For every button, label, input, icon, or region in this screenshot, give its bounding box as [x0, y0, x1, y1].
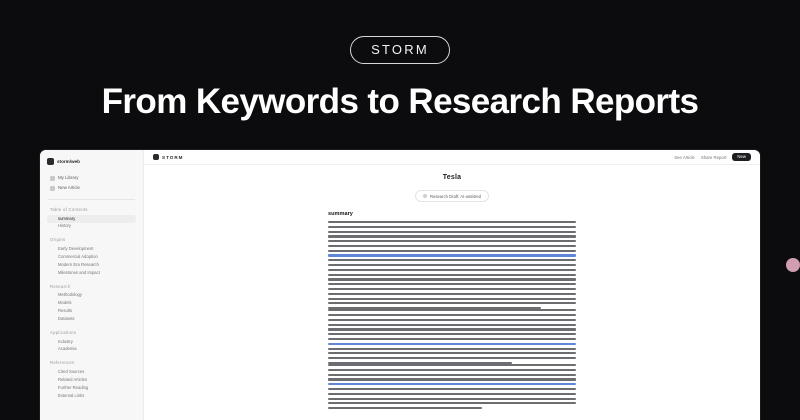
sidebar-item-summary[interactable]: summary	[47, 215, 136, 223]
sidebar-item-modern-era-research[interactable]: Modern Era Research	[58, 261, 99, 267]
plus-icon	[50, 186, 55, 191]
sidebar-item-label: New Article	[58, 184, 80, 190]
accent-dot	[786, 258, 800, 272]
sidebar-section-toc: Table of Contents	[50, 206, 88, 212]
sidebar-item-industry[interactable]: Industry	[58, 338, 73, 344]
sidebar-item-milestones-and-impact[interactable]: Milestones and Impact	[58, 269, 100, 275]
main-content	[144, 150, 760, 420]
sidebar-item-cited-sources[interactable]: Cited Sources	[58, 369, 85, 375]
sidebar-item-label: My Library	[58, 175, 79, 181]
topbar-brand[interactable]	[153, 154, 184, 160]
sidebar-item-early-development[interactable]: Early Development	[58, 246, 94, 252]
sidebar-item-commercial-adoption[interactable]: Commercial Adoption	[58, 253, 98, 259]
sidebar-item-datasets[interactable]: Datasets	[58, 315, 75, 321]
article-body	[328, 211, 576, 409]
research-draft-badge[interactable]	[415, 190, 489, 202]
sidebar-item-results[interactable]: Results	[58, 307, 72, 313]
status-badge-label: Research Draft: AI-assisted	[430, 193, 481, 199]
sidebar-item-models[interactable]: Models	[58, 300, 72, 306]
sidebar-item-external-links[interactable]: External Links	[58, 392, 85, 398]
sidebar-item-related-articles[interactable]: Related Articles	[58, 376, 88, 382]
book-icon	[50, 176, 55, 181]
sidebar-section-references: References	[50, 360, 75, 366]
sidebar-item-academia[interactable]: Academia	[58, 346, 77, 352]
paragraph-2	[328, 309, 576, 364]
document-title: Tesla	[442, 174, 462, 181]
sparkle-icon	[423, 194, 427, 198]
app-window	[40, 150, 760, 420]
sidebar-item-my-library[interactable]	[47, 174, 136, 183]
share-report-link[interactable]: Share Report	[700, 154, 727, 160]
sidebar-brand[interactable]	[47, 158, 136, 165]
topbar-brand-label: STORM	[162, 154, 184, 160]
document-chip-row	[144, 190, 760, 202]
sidebar-section-applications: Applications	[50, 329, 77, 335]
page-title: From Keywords to Research Reports	[101, 82, 699, 121]
see-article-link[interactable]: See Article	[674, 154, 695, 160]
product-badge: STORM	[350, 36, 450, 64]
sidebar-item-further-reading[interactable]: Further Reading	[58, 384, 89, 390]
app-logo-icon	[47, 158, 54, 165]
sidebar-item-new-article[interactable]	[47, 183, 136, 192]
paragraph-3	[328, 364, 576, 409]
sidebar-section-research: Research	[50, 283, 71, 289]
sidebar-brand-label: storm/web	[57, 159, 80, 164]
new-button[interactable]: New	[732, 153, 751, 161]
sidebar-section-origins: Origins	[50, 237, 66, 243]
topbar	[144, 150, 760, 165]
paragraph-1	[328, 221, 576, 309]
section-heading: summary	[328, 211, 353, 217]
sidebar-item-methodology[interactable]: Methodology	[58, 292, 82, 298]
app-logo-icon	[153, 154, 159, 160]
sidebar	[40, 150, 144, 420]
hero-section	[0, 0, 800, 150]
sidebar-item-history[interactable]: History	[58, 223, 72, 229]
sidebar-divider	[48, 199, 135, 200]
